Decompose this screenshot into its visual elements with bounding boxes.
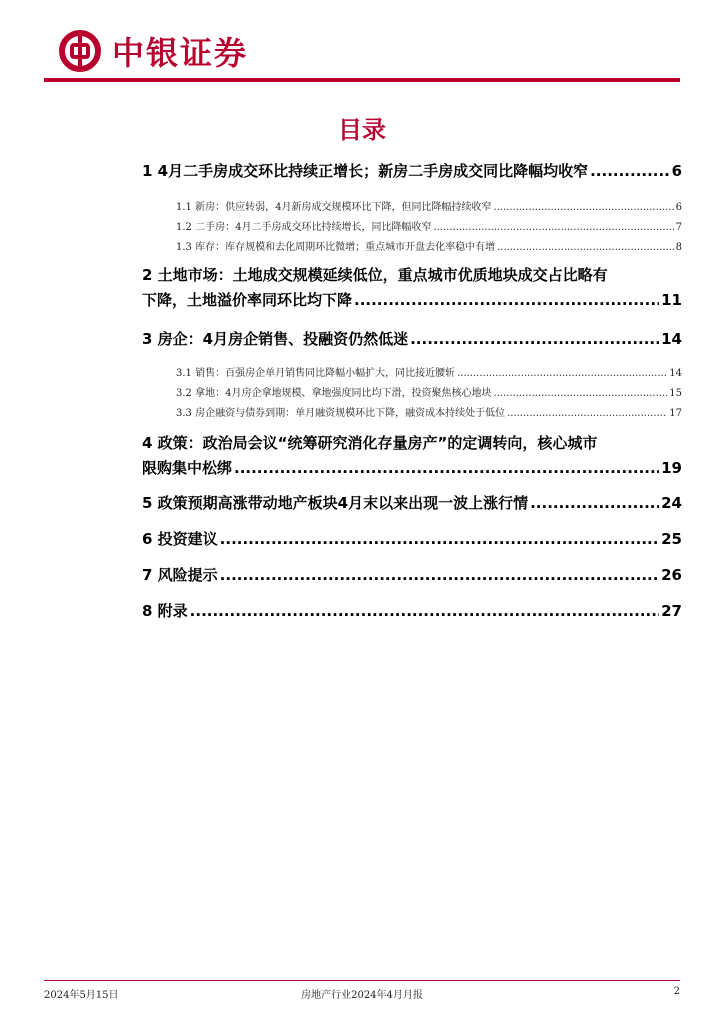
dot-leader: [410, 330, 659, 348]
toc-entry[interactable]: [142, 328, 682, 349]
dot-leader: [220, 566, 659, 584]
toc-entry-page: 11: [661, 291, 682, 309]
dot-leader: [530, 494, 659, 512]
toc-entry-text: 3.1 销售：百强房企单月销售同比降幅小幅扩大，同比接近腰斩: [176, 368, 456, 379]
dot-leader: [190, 602, 659, 620]
footer-divider: [44, 980, 680, 981]
toc-entry[interactable]: [142, 160, 682, 181]
toc-entry-text: 1 4月二手房成交环比持续正增长；新房二手房成交同比降幅均收窄: [142, 162, 589, 180]
toc-entry-text: 1.2 二手房：4月二手房成交环比持续增长，同比降幅收窄: [176, 222, 432, 233]
toc-entry-page: 19: [661, 459, 682, 477]
toc-entry-page: 6: [675, 202, 682, 213]
brand-name: 中银证券: [112, 34, 249, 72]
toc-entry-text: 限购集中松绑: [142, 459, 233, 477]
toc-entry-text: 1.3 库存：库存规模和去化周期环比微增；重点城市开盘去化率稳中有增: [176, 242, 496, 253]
toc-entry-text-line1: 4 政策：政治局会议“统筹研究消化存量房产”的定调转向，核心城市: [142, 434, 598, 452]
header: [58, 26, 248, 76]
toc-entry-text-line1: 2 土地市场：土地成交规模延续低位，重点城市优质地块成交占比略有: [142, 266, 608, 284]
toc-entry-page: 27: [661, 602, 682, 620]
footer-report-title: 房地产行业2024年4月月报: [301, 990, 423, 1001]
toc-entry-text: 6 投资建议: [142, 530, 218, 548]
toc-entry-text: 1.1 新房：供应转弱，4月新房成交规模环比下降，但同比降幅持续收窄: [176, 202, 492, 213]
dot-leader: [590, 162, 669, 180]
toc-entry-text: 7 风险提示: [142, 566, 218, 584]
dot-leader: [507, 408, 667, 419]
toc-entry-page: 7: [675, 222, 682, 233]
toc-entry-page: 17: [669, 408, 682, 419]
toc-entry-page: 24: [661, 494, 682, 512]
dot-leader: [457, 368, 667, 379]
toc-entry-text: 3.3 房企融资与债券到期：单月融资规模环比下降，融资成本持续处于低位: [176, 408, 506, 419]
toc-entry-text: 下降，土地溢价率同环比均下降: [142, 291, 353, 309]
toc-entry[interactable]: [176, 384, 682, 399]
dot-leader: [493, 202, 673, 213]
bank-of-china-logo-icon: [58, 29, 102, 73]
toc-entry-text: 8 附录: [142, 602, 188, 620]
toc-entry[interactable]: [142, 432, 682, 478]
toc-entry[interactable]: [142, 264, 682, 310]
footer-date: 2024年5月15日: [44, 990, 119, 1001]
toc-entry[interactable]: [142, 600, 682, 621]
toc-entry[interactable]: [176, 404, 682, 419]
footer-page-number: 2: [673, 986, 680, 997]
toc-entry-text: 5 政策预期高涨带动地产板块4月末以来出现一波上涨行情: [142, 494, 529, 512]
toc-entry-text: 3 房企：4月房企销售、投融资仍然低迷: [142, 330, 409, 348]
toc-entry-page: 15: [669, 388, 682, 399]
toc-entry-page: 14: [669, 368, 682, 379]
header-divider: [44, 78, 680, 82]
toc-entry[interactable]: [176, 364, 682, 379]
toc-entry-page: 14: [661, 330, 682, 348]
dot-leader: [497, 242, 674, 253]
dot-leader: [234, 459, 659, 477]
toc-title: 目录: [338, 116, 386, 144]
toc-entry-text: 3.2 拿地：4月房企拿地规模、拿地强度同比均下滑，投资聚焦核心地块: [176, 388, 492, 399]
dot-leader: [354, 291, 659, 309]
toc-entry[interactable]: [142, 564, 682, 585]
toc-entry-page: 26: [661, 566, 682, 584]
dot-leader: [220, 530, 659, 548]
dot-leader: [433, 222, 673, 233]
dot-leader: [493, 388, 667, 399]
toc-entry-page: 8: [675, 242, 682, 253]
toc-entry[interactable]: [142, 528, 682, 549]
toc-entry[interactable]: [142, 492, 682, 513]
toc-entry-page: 25: [661, 530, 682, 548]
toc-entry-page: 6: [671, 162, 682, 180]
toc-entry[interactable]: [176, 238, 682, 253]
toc-entry[interactable]: [176, 218, 682, 233]
toc-entry[interactable]: [176, 198, 682, 213]
